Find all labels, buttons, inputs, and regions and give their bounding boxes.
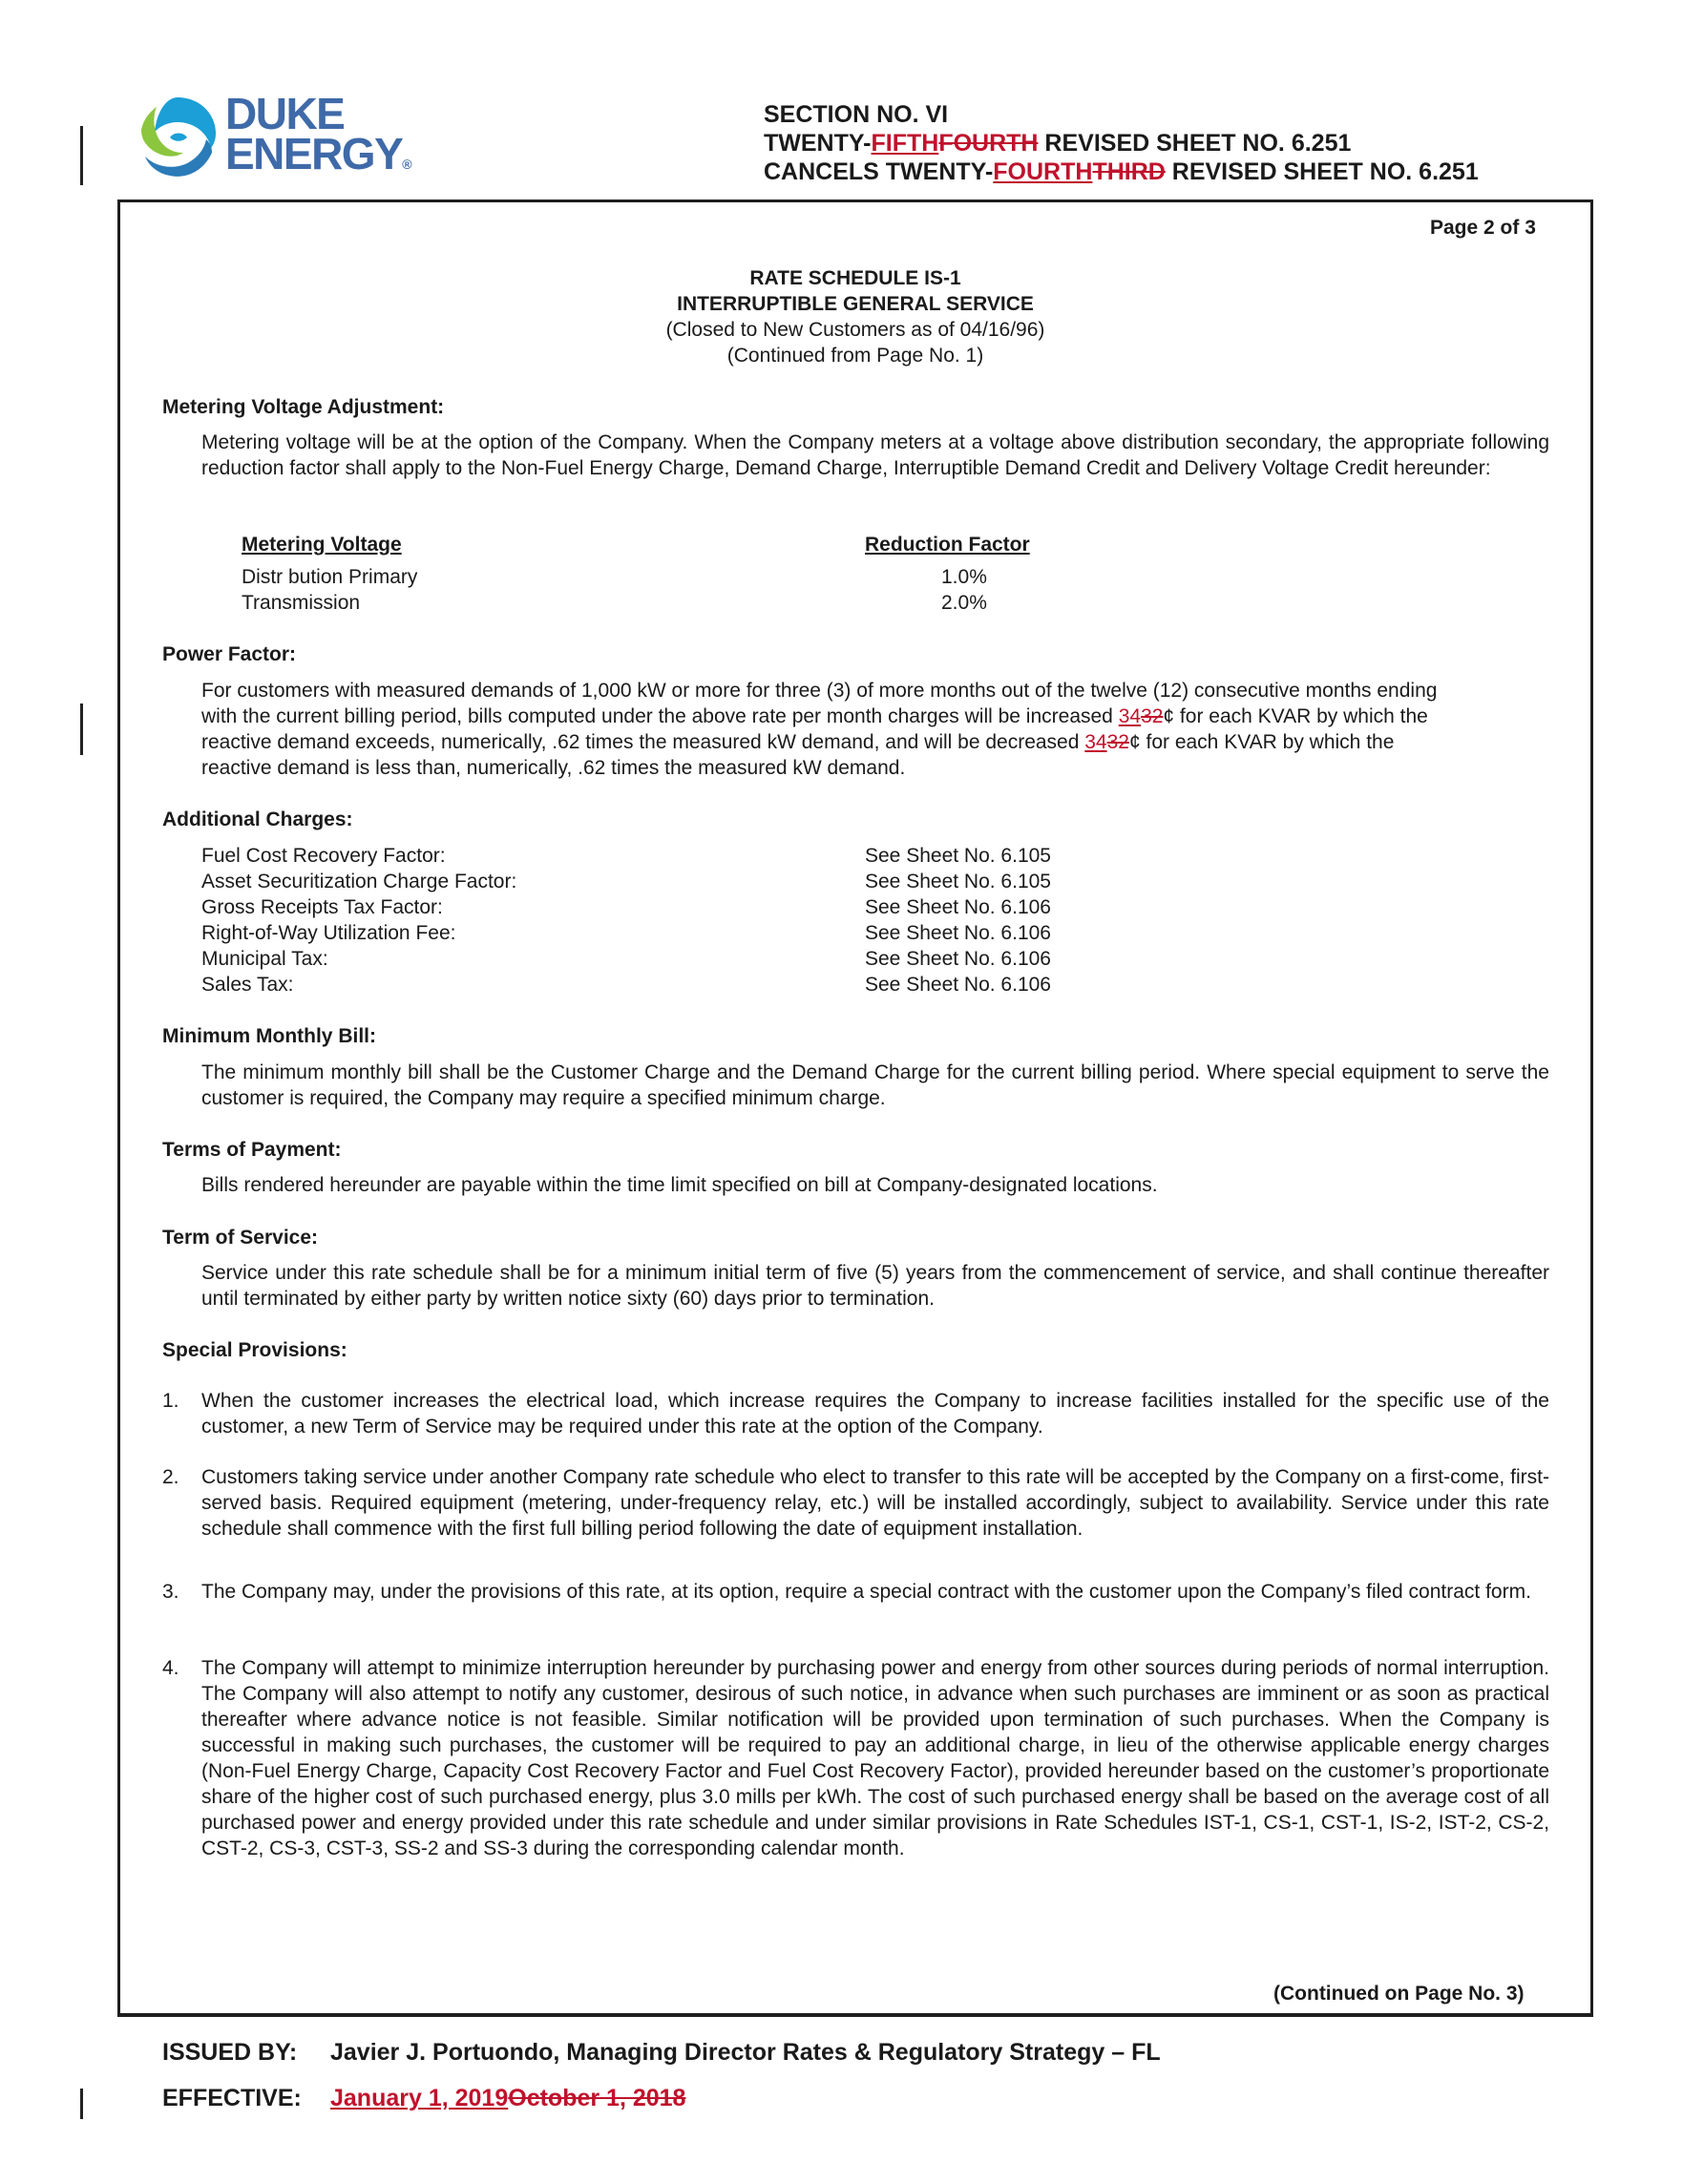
metering-row-factor: 2.0% [941,592,987,614]
sheet-inserted-text: FIFTH [871,130,939,157]
cancels-sheet-line [764,158,1479,186]
power-factor-line3-text: reactive demand exceeds, numerically, .62 times the measured kW demand, and will be decreased [201,731,1085,753]
charge-value: See Sheet No. 6.106 [865,974,1051,996]
closed-notice: (Closed to New Customers as of 04/16/96) [665,319,1045,341]
power-factor-heading: Power Factor: [162,643,297,665]
provision-number: 1. [162,1390,179,1412]
minimum-bill-text: The minimum monthly bill shall be the Customer Charge and the Demand Charge for the current billing period. Where special equipment to serve the customer is required, the Company may require a specified minimum charge. [201,1061,1549,1109]
charge-value: See Sheet No. 6.105 [865,845,1051,867]
effective-date-deleted: October 1, 2018 [508,2085,686,2111]
power-factor-line2 [201,704,1428,729]
logo-line2: ENERGY [225,129,403,178]
change-bar-header [80,126,83,185]
power-factor-inserted-rate: 34 [1118,705,1142,727]
charge-value: See Sheet No. 6.106 [865,948,1051,970]
provision-number: 3. [162,1581,179,1603]
effective-date [330,2085,685,2112]
cancels-prefix: CANCELS TWENTY- [764,158,994,185]
duke-energy-swirl-icon [132,92,223,183]
charge-value: See Sheet No. 6.105 [865,871,1051,892]
change-bar-effective [80,2089,83,2119]
logo-line1: DUKE [225,89,345,138]
continued-from: (Continued from Page No. 1) [726,345,984,367]
sheet-suffix: REVISED SHEET NO. 6.251 [1038,130,1352,157]
power-factor-line4: reactive demand is less than, numerically, .62 times the measured kW demand. [201,757,906,779]
term-of-service-heading: Term of Service: [162,1227,319,1249]
power-factor-line1: For customers with measured demands of 1,000 kW or more for three (3) of more months out of the twelve (12) consecutive months ending [201,680,1438,702]
change-bar-power-factor [80,704,83,755]
section-number: SECTION NO. VI [764,101,949,128]
reduction-factor-col-header: Reduction Factor [865,534,1030,556]
charge-label: Gross Receipts Tax Factor: [201,896,443,918]
minimum-bill-heading: Minimum Monthly Bill: [162,1025,376,1047]
continued-on-next-page: (Continued on Page No. 3) [1273,1983,1525,2005]
provision-text: Customers taking service under another Company rate schedule who elect to transfer to this rate will be accepted by the Company on a first-come, first-served basis. Required equipment (metering, under-frequency relay, etc.) will be installed accordingly, subject to availability. Service under this rate schedule shall commence with the first full billing period following the date of equipment installation. [201,1466,1549,1540]
terms-of-payment-text: Bills rendered hereunder are payable within the time limit specified on bill at Company-designated locations. [201,1174,1158,1196]
power-factor-line2-tail: ¢ for each KVAR by which the [1163,705,1428,727]
metering-heading: Metering Voltage Adjustment: [162,396,445,418]
special-provisions-heading: Special Provisions: [162,1339,347,1361]
revised-sheet-line [764,130,1351,158]
power-factor-line3 [201,729,1394,755]
provision-number: 2. [162,1466,179,1488]
effective-label: EFFECTIVE: [162,2085,302,2111]
term-of-service-text: Service under this rate schedule shall be for a minimum initial term of five (5) years from the commencement of service, and shall continue thereafter until terminated by either party by written notice sixty (60) days prior to termination. [201,1262,1549,1310]
effective-date-inserted: January 1, 2019 [330,2085,509,2111]
provision-text: The Company may, under the provisions of this rate, at its option, require a special contract with the customer upon the Company’s filed contract form. [201,1581,1531,1603]
charge-value: See Sheet No. 6.106 [865,922,1051,944]
charge-label: Fuel Cost Recovery Factor: [201,845,446,867]
page-number: Page 2 of 3 [1430,217,1536,239]
provision-text: The Company will attempt to minimize interruption hereunder by purchasing power and energy from other sources during periods of normal interruption. The Company will also attempt to notify any customer, desirous of such notice, in advance when such purchases are imminent or as soon as practical thereafter where advance notice is not feasible. Similar notification will be provided upon termination of such purchases. When the Company is successful in making such purchases, the customer will be required to pay an additional charge, in lieu of the otherwise applicable energy charges (Non-Fuel Energy Charge, Capacity Cost Recovery Factor and Fuel Cost Recovery Factor), provided hereunder based on the customer’s proportionate share of the higher cost of such purchased energy, plus 3.0 mills per kWh. The cost of such purchased energy shall be based on the average cost of all purchased power and energy provided under this rate schedule and under similar provisions in Rate Schedules IST-1, CS-1, CST-1, IS-2, IST-2, CS-2, CST-2, CS-3, CST-3, SS-2 and SS-3 during the corresponding calendar month. [201,1657,1549,1859]
metering-voltage-col-header: Metering Voltage [242,534,402,556]
issued-by-label: ISSUED BY: [162,2039,298,2066]
logo-registered: ® [402,157,412,172]
cancels-deleted-text: THIRD [1092,158,1166,185]
metering-text: Metering voltage will be at the option of the Company. When the Company meters at a voltage above distribution secondary, the appropriate following reduction factor shall apply to the Non-Fuel Energy Charge, Demand Charge, Interruptible Demand Credit and Delivery Voltage Credit hereunder: [201,431,1549,479]
metering-row-voltage: Distr bution Primary [242,566,418,588]
provision-number: 4. [162,1657,179,1679]
cancels-inserted-text: FOURTH [993,158,1093,185]
charge-label: Sales Tax: [201,974,294,996]
charge-label: Asset Securitization Charge Factor: [201,871,517,892]
additional-charges-heading: Additional Charges: [162,808,353,830]
sheet-prefix: TWENTY- [764,130,872,157]
metering-row-factor: 1.0% [941,566,987,588]
metering-row-voltage: Transmission [242,592,361,614]
cancels-suffix: REVISED SHEET NO. 6.251 [1165,158,1479,185]
terms-of-payment-heading: Terms of Payment: [162,1139,342,1161]
provision-text: When the customer increases the electrical load, which increase requires the Company to increase facilities installed for the specific use of the customer, a new Term of Service may be required under this rate at the option of the Company. [201,1390,1549,1438]
power-factor-line3-tail: ¢ for each KVAR by which the [1128,731,1395,753]
sheet-deleted-text: FOURTH [938,130,1039,157]
power-factor-line2-text: with the current billing period, bills computed under the above rate per month charges will be increased [201,705,1119,727]
power-factor-inserted-rate: 34 [1084,731,1107,753]
duke-energy-logo [132,89,437,187]
rate-schedule-subtitle: INTERRUPTIBLE GENERAL SERVICE [677,293,1034,315]
rate-schedule-title: RATE SCHEDULE IS-1 [749,267,961,289]
power-factor-deleted-rate: 32 [1106,731,1129,753]
power-factor-deleted-rate: 32 [1141,705,1164,727]
charge-value: See Sheet No. 6.106 [865,896,1051,918]
charge-label: Right-of-Way Utilization Fee: [201,922,456,944]
charge-label: Municipal Tax: [201,948,328,970]
issued-by-value: Javier J. Portuondo, Managing Director Rates & Regulatory Strategy – FL [330,2039,1161,2066]
